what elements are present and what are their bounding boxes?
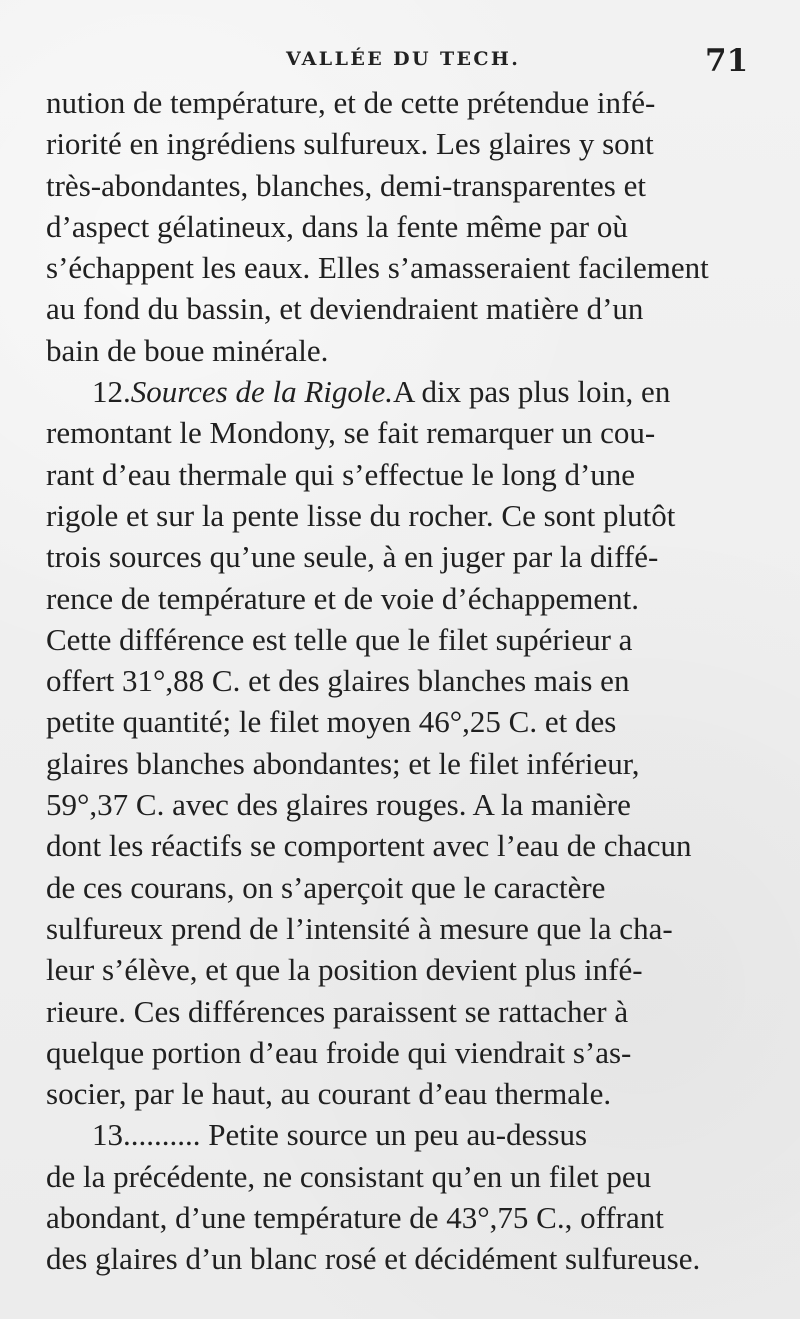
text-line xyxy=(46,206,750,247)
body-text xyxy=(46,82,750,1280)
text-line-content: riorité en ingrédiens sulfureux. Les glaires y sont xyxy=(46,126,654,162)
text-line-content: 13.......... Petite source un peu au-dessus xyxy=(92,1117,588,1153)
text-line-content: offert 31°,88 C. et des glaires blanches mais en xyxy=(46,663,630,699)
paragraph-3 xyxy=(46,1114,750,1279)
paragraph-1 xyxy=(46,82,750,371)
text-line xyxy=(46,495,750,536)
page-number: 71 xyxy=(705,43,749,79)
text-line xyxy=(46,784,750,825)
text-line xyxy=(46,991,750,1032)
text-line xyxy=(46,454,750,495)
text-line-content: de la précédente, ne consistant qu’en un filet peu xyxy=(46,1158,652,1194)
text-line-content: rence de température et de voie d’échappement. xyxy=(46,580,639,616)
text-line-content: socier, par le haut, au courant d’eau thermale. xyxy=(46,1076,612,1112)
text-line-content: dont les réactifs se comportent avec l’eau de chacun xyxy=(46,828,692,864)
text-line xyxy=(46,165,750,206)
text-line-content: de ces courans, on s’aperçoit que le caractère xyxy=(46,869,606,905)
section-heading-continuation: A dix pas plus loin, en xyxy=(393,374,671,410)
text-line xyxy=(46,619,750,660)
text-line xyxy=(46,949,750,990)
text-line-content: leur s’élève, et que la position devient plus infé- xyxy=(46,952,643,988)
text-line-content: des glaires d’un blanc rosé et décidément sulfureuse. xyxy=(46,1241,701,1277)
text-line xyxy=(46,412,750,453)
text-line-content: petite quantité; le filet moyen 46°,25 C. et des xyxy=(46,704,617,740)
text-line-content: 59°,37 C. avec des glaires rouges. A la manière xyxy=(46,787,631,823)
running-head: VALLÉE DU TECH. xyxy=(286,48,521,70)
text-line-content: très-abondantes, blanches, demi-transparentes et xyxy=(46,167,646,203)
text-line xyxy=(46,660,750,701)
text-line-content: quelque portion d’eau froide qui viendrait s’as- xyxy=(46,1034,632,1070)
text-line xyxy=(46,1238,750,1279)
text-line xyxy=(46,825,750,866)
text-line xyxy=(46,1032,750,1073)
text-line-content: d’aspect gélatineux, dans la fente même par où xyxy=(46,208,628,244)
text-line xyxy=(46,701,750,742)
text-line-content: s’échappent les eaux. Elles s’amasseraient facilement xyxy=(46,250,709,286)
text-line-content: sulfureux prend de l’intensité à mesure que la cha- xyxy=(46,910,673,946)
page-header xyxy=(0,38,800,79)
text-line-content: rigole et sur la pente lisse du rocher. Ce sont plutôt xyxy=(46,497,676,533)
text-line-content: rieure. Ces différences paraissent se rattacher à xyxy=(46,993,629,1029)
section-number: 12. xyxy=(92,374,131,410)
text-line xyxy=(46,123,750,164)
text-line xyxy=(46,536,750,577)
text-line-content: bain de boue minérale. xyxy=(46,332,329,368)
text-line xyxy=(46,867,750,908)
text-line xyxy=(46,743,750,784)
text-line-content: Cette différence est telle que le filet supérieur a xyxy=(46,621,633,657)
text-line-content: trois sources qu’une seule, à en juger par la diffé- xyxy=(46,539,659,575)
text-line xyxy=(46,82,750,123)
text-line xyxy=(46,288,750,329)
text-line-content: glaires blanches abondantes; et le filet inférieur, xyxy=(46,745,640,781)
paragraph-2 xyxy=(46,371,750,1114)
section-heading-line xyxy=(46,1114,750,1155)
text-line xyxy=(46,247,750,288)
text-line xyxy=(46,1073,750,1114)
section-title: Sources de la Rigole. xyxy=(130,374,394,410)
text-line xyxy=(46,1156,750,1197)
text-line-content: abondant, d’une température de 43°,75 C., offrant xyxy=(46,1200,664,1236)
text-line xyxy=(46,578,750,619)
text-line-content: nution de température, et de cette prétendue infé- xyxy=(46,85,656,120)
text-line xyxy=(46,330,750,371)
text-line-content: remontant le Mondony, se fait remarquer un cou- xyxy=(46,415,656,451)
text-line xyxy=(46,908,750,949)
section-heading-line xyxy=(46,371,750,412)
text-line xyxy=(46,1197,750,1238)
text-line-content: au fond du bassin, et deviendraient matière d’un xyxy=(46,291,644,327)
text-line-content: rant d’eau thermale qui s’effectue le long d’une xyxy=(46,456,636,492)
